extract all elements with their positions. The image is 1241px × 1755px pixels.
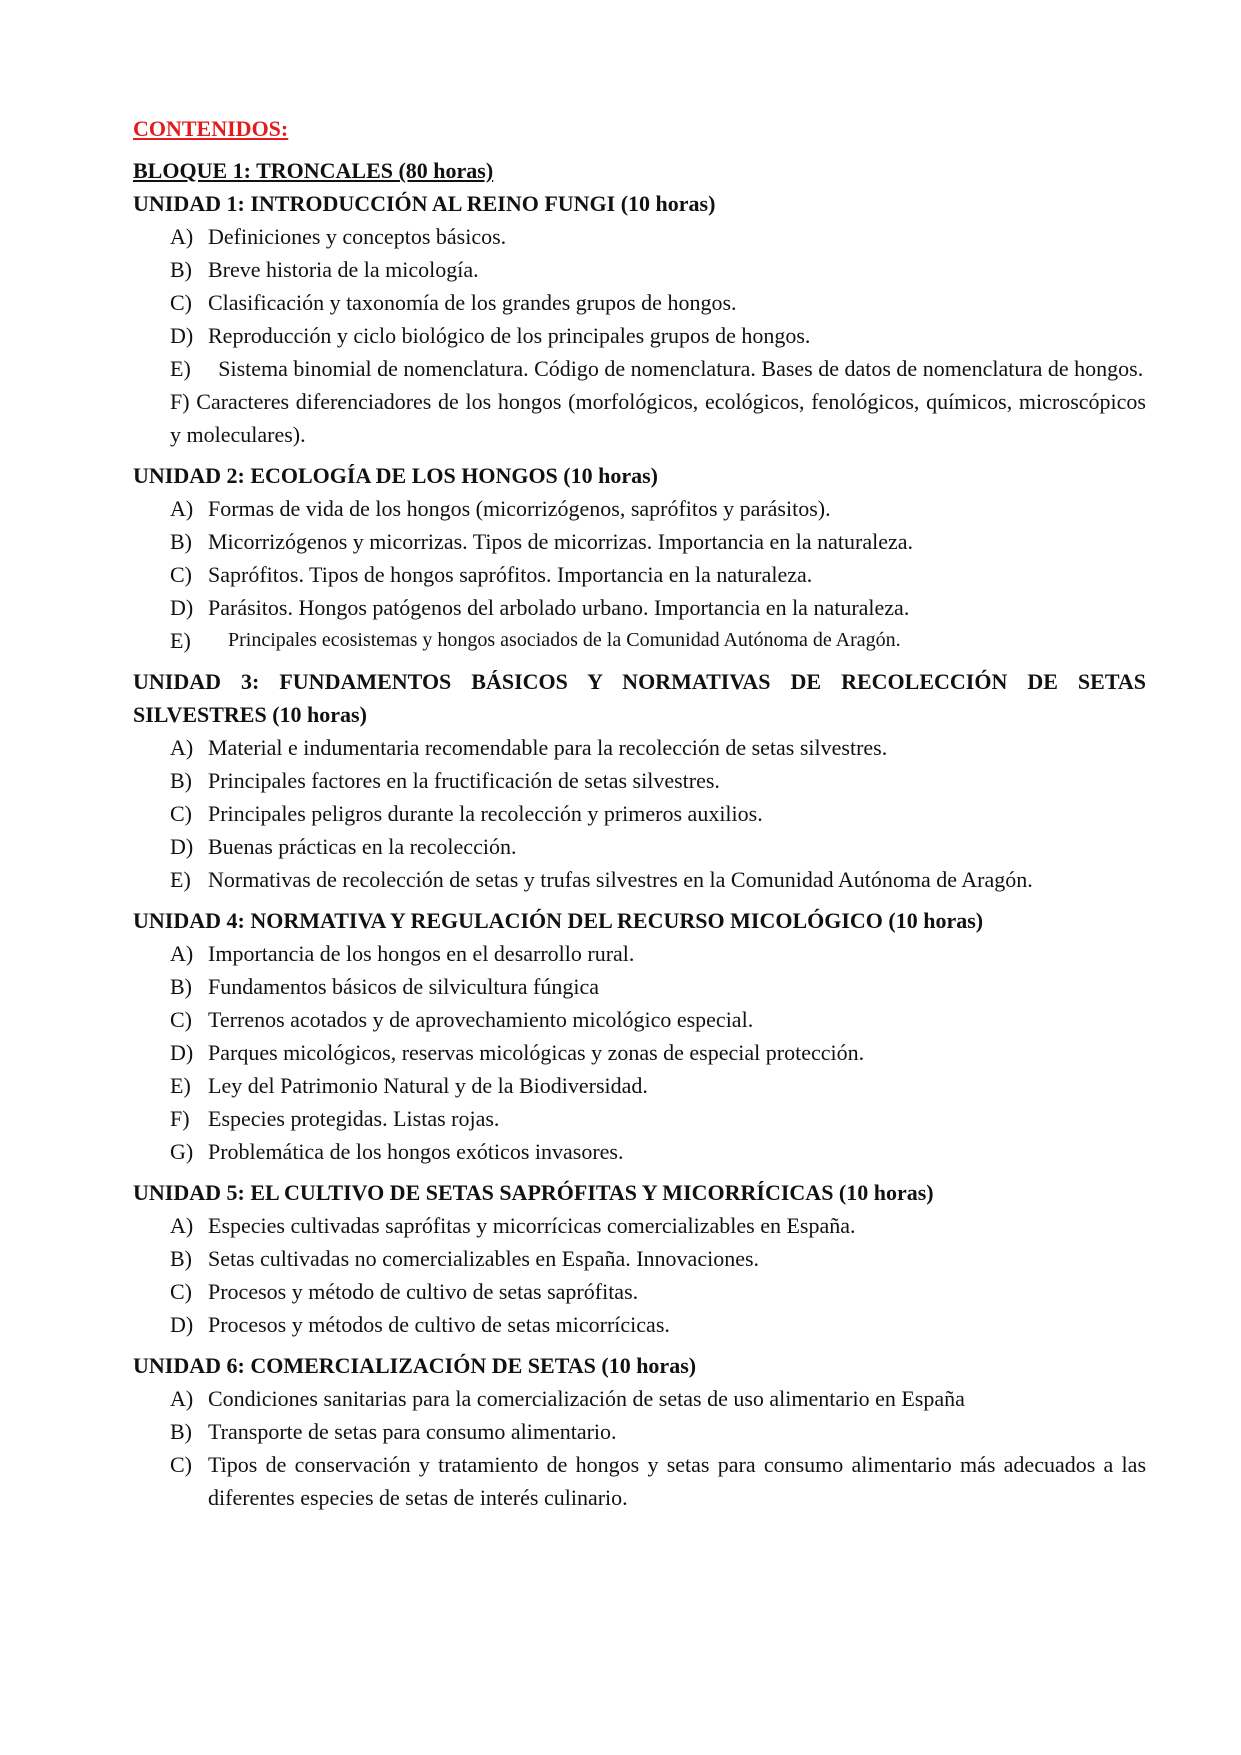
item-letter: D) (170, 323, 194, 348)
unit-4 (133, 904, 1146, 1168)
item-text: Parásitos. Hongos patógenos del arbolado urbano. Importancia en la naturaleza. (208, 595, 910, 620)
list-item (133, 492, 1146, 525)
list-item (133, 624, 1146, 657)
list-item (133, 319, 1146, 352)
item-letter: E) (170, 356, 191, 381)
item-text: Micorrizógenos y micorrizas. Tipos de micorrizas. Importancia en la naturaleza. (208, 529, 913, 554)
item-text: Sistema binomial de nomenclatura. Código de nomenclatura. Bases de datos de nomenclatura de hongos. (218, 356, 1144, 381)
unit-title: UNIDAD 6: COMERCIALIZACIÓN DE SETAS (10 horas) (133, 1353, 697, 1378)
item-letter: D) (170, 834, 194, 859)
list-item (133, 558, 1146, 591)
item-text: Principales ecosistemas y hongos asociados de la Comunidad Autónoma de Aragón. (228, 629, 901, 651)
item-letter: B) (170, 257, 192, 282)
item-list (133, 937, 1146, 1168)
list-item (133, 1102, 1146, 1135)
item-list (133, 492, 1146, 657)
item-text: Parques micológicos, reservas micológicas y zonas de especial protección. (208, 1040, 865, 1065)
item-text: Principales peligros durante la recolección y primeros auxilios. (208, 801, 763, 826)
item-text: Normativas de recolección de setas y trufas silvestres en la Comunidad Autónoma de Aragón. (208, 867, 1033, 892)
item-text: Setas cultivadas no comercializables en España. Innovaciones. (208, 1246, 760, 1271)
unit-title: UNIDAD 5: EL CULTIVO DE SETAS SAPRÓFITAS Y MICORRÍCICAS (10 horas) (133, 1180, 934, 1205)
item-letter: A) (170, 1386, 194, 1411)
list-item (133, 1415, 1146, 1448)
item-text: Terrenos acotados y de aprovechamiento micológico especial. (208, 1007, 754, 1032)
item-text: Material e indumentaria recomendable para la recolección de setas silvestres. (208, 735, 888, 760)
item-text: Procesos y métodos de cultivo de setas micorrícicas. (208, 1312, 670, 1337)
item-text: Buenas prácticas en la recolección. (208, 834, 517, 859)
item-text: Problemática de los hongos exóticos invasores. (208, 1139, 624, 1164)
document-page (133, 112, 1146, 1522)
item-letter: C) (170, 290, 192, 315)
list-item (133, 1209, 1146, 1242)
item-text: Definiciones y conceptos básicos. (208, 224, 507, 249)
item-letter: E) (170, 628, 191, 653)
item-text: Caracteres diferenciadores de los hongos (morfológicos, ecológicos, fenológicos, químicos, microscópicos y moleculares). (170, 389, 1146, 447)
item-text: Clasificación y taxonomía de los grandes grupos de hongos. (208, 290, 737, 315)
list-item (133, 1036, 1146, 1069)
list-item (133, 1275, 1146, 1308)
unit-6 (133, 1349, 1146, 1514)
item-letter: B) (170, 1419, 192, 1444)
list-item (133, 1308, 1146, 1341)
unit-3 (133, 665, 1146, 896)
item-letter: D) (170, 1312, 194, 1337)
list-item (133, 220, 1146, 253)
item-text: Especies protegidas. Listas rojas. (208, 1106, 500, 1131)
item-text: Formas de vida de los hongos (micorrizógenos, saprófitos y parásitos). (208, 496, 831, 521)
item-letter: D) (170, 595, 194, 620)
list-item (133, 970, 1146, 1003)
list-item (133, 385, 1146, 451)
item-list (133, 731, 1146, 896)
item-letter: B) (170, 768, 192, 793)
item-letter: D) (170, 1040, 194, 1065)
item-letter: F) (170, 1106, 190, 1131)
item-text: Saprófitos. Tipos de hongos saprófitos. Importancia en la naturaleza. (208, 562, 813, 587)
unit-title: UNIDAD 2: ECOLOGÍA DE LOS HONGOS (10 horas) (133, 463, 659, 488)
item-letter: A) (170, 224, 194, 249)
item-letter: B) (170, 529, 192, 554)
item-letter: A) (170, 496, 194, 521)
unit-1 (133, 187, 1146, 451)
item-list (133, 1209, 1146, 1341)
item-letter: B) (170, 1246, 192, 1271)
item-text: Reproducción y ciclo biológico de los principales grupos de hongos. (208, 323, 811, 348)
item-text: Especies cultivadas saprófitas y micorrícicas comercializables en España. (208, 1213, 856, 1238)
item-letter: A) (170, 1213, 194, 1238)
list-item (133, 253, 1146, 286)
item-letter: A) (170, 941, 194, 966)
item-letter: C) (170, 1279, 192, 1304)
list-item (133, 1135, 1146, 1168)
list-item (133, 1382, 1146, 1415)
list-item (133, 352, 1146, 385)
item-letter: B) (170, 974, 192, 999)
item-text: Tipos de conservación y tratamiento de hongos y setas para consumo alimentario más adecuados a las diferentes especies de setas de interés culinario. (208, 1452, 1146, 1510)
list-item (133, 1242, 1146, 1275)
item-letter: C) (170, 562, 192, 587)
item-text: Principales factores en la fructificación de setas silvestres. (208, 768, 720, 793)
item-list (133, 220, 1146, 451)
item-letter: E) (170, 867, 191, 892)
list-item (133, 1448, 1146, 1514)
unit-2 (133, 459, 1146, 657)
item-letter: G) (170, 1139, 194, 1164)
list-item (133, 937, 1146, 970)
list-item (133, 286, 1146, 319)
bloque-title: BLOQUE 1: TRONCALES (80 horas) (133, 158, 494, 183)
item-letter: E) (170, 1073, 191, 1098)
list-item (133, 1003, 1146, 1036)
item-letter: C) (170, 1452, 192, 1477)
unit-5 (133, 1176, 1146, 1341)
list-item (133, 525, 1146, 558)
list-item (133, 830, 1146, 863)
item-text: Importancia de los hongos en el desarrollo rural. (208, 941, 635, 966)
item-text: Condiciones sanitarias para la comercialización de setas de uso alimentario en España (208, 1386, 965, 1411)
item-list (133, 1382, 1146, 1514)
list-item (133, 1069, 1146, 1102)
item-text: Ley del Patrimonio Natural y de la Biodiversidad. (208, 1073, 648, 1098)
item-text: Fundamentos básicos de silvicultura fúngica (208, 974, 600, 999)
unit-title: UNIDAD 3: FUNDAMENTOS BÁSICOS Y NORMATIVAS DE RECOLECCIÓN DE SETAS SILVESTRES (10 horas) (133, 669, 1146, 727)
item-text: Transporte de setas para consumo alimentario. (208, 1419, 617, 1444)
contents-heading: CONTENIDOS: (133, 116, 289, 141)
list-item (133, 863, 1146, 896)
unit-title: UNIDAD 1: INTRODUCCIÓN AL REINO FUNGI (10 horas) (133, 191, 716, 216)
unit-title: UNIDAD 4: NORMATIVA Y REGULACIÓN DEL RECURSO MICOLÓGICO (10 horas) (133, 908, 984, 933)
list-item (133, 797, 1146, 830)
item-letter: C) (170, 1007, 192, 1032)
item-text: Breve historia de la micología. (208, 257, 479, 282)
list-item (133, 764, 1146, 797)
list-item (133, 591, 1146, 624)
item-letter: A) (170, 735, 194, 760)
item-text: Procesos y método de cultivo de setas saprófitas. (208, 1279, 639, 1304)
item-letter: F) (170, 389, 190, 414)
list-item (133, 731, 1146, 764)
item-letter: C) (170, 801, 192, 826)
